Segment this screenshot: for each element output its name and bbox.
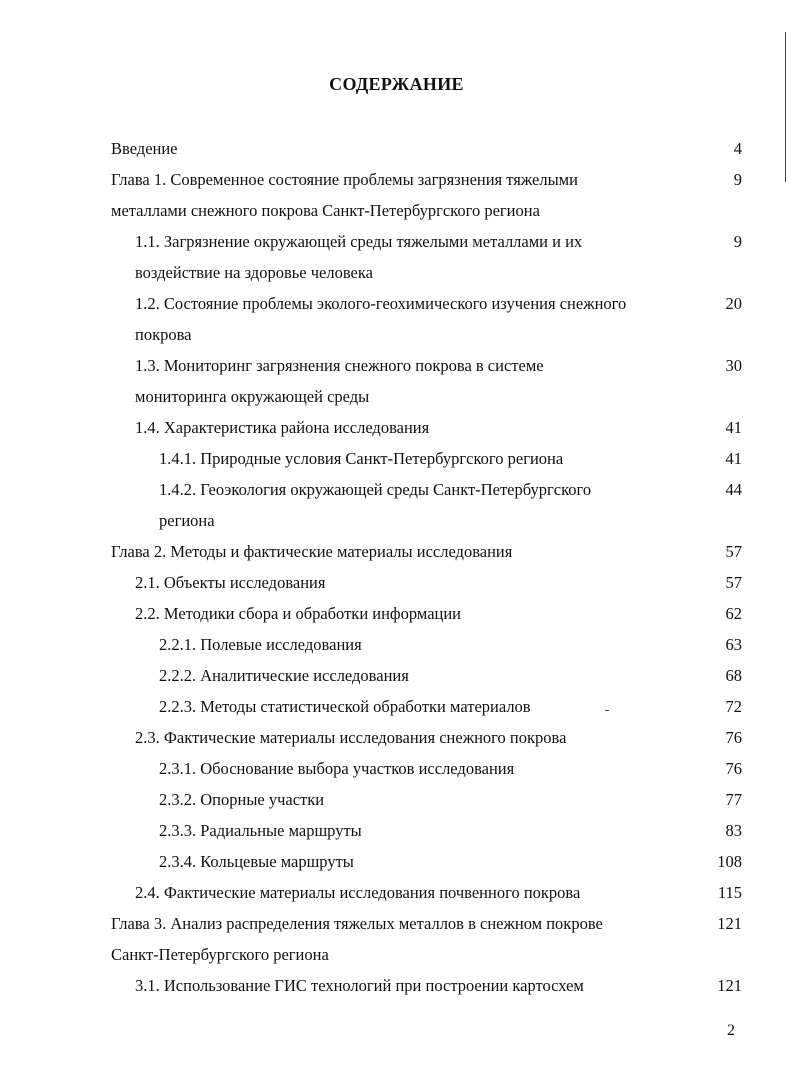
toc-entry-page: 68 xyxy=(725,666,742,685)
toc-entry xyxy=(0,164,793,195)
toc-entry-text: Глава 3. Анализ распределения тяжелых металлов в снежном покрове xyxy=(111,914,603,933)
toc-entry xyxy=(0,257,793,288)
toc-entry-page: 4 xyxy=(733,139,742,158)
toc-entry-page: 44 xyxy=(725,480,742,499)
toc-entry xyxy=(0,412,793,443)
toc-entry xyxy=(0,784,793,815)
toc-entry-page: 41 xyxy=(725,418,742,437)
toc-entry xyxy=(0,195,793,226)
toc-entry-page: 30 xyxy=(725,356,742,375)
toc-entry-text: 1.4. Характеристика района исследования xyxy=(135,418,430,437)
toc-entry-text: Глава 1. Современное состояние проблемы загрязнения тяжелыми xyxy=(111,170,578,189)
toc-entry xyxy=(0,815,793,846)
toc-entry-text: 1.3. Мониторинг загрязнения снежного покрова в системе xyxy=(135,356,544,375)
toc-entry-text: 1.4.2. Геоэкология окружающей среды Санкт-Петербургского xyxy=(159,480,592,499)
toc-entry-text: металлами снежного покрова Санкт-Петербургского региона xyxy=(111,201,540,220)
toc-entry-text: 1.1. Загрязнение окружающей среды тяжелыми металлами и их xyxy=(135,232,583,251)
toc-entry xyxy=(0,939,793,970)
toc-entry xyxy=(0,846,793,877)
toc-entry xyxy=(0,877,793,908)
toc-entry xyxy=(0,226,793,257)
toc-entry xyxy=(0,691,793,722)
toc-entry-page: 72 xyxy=(725,697,742,716)
toc-entry-page: 62 xyxy=(725,604,742,623)
scan-artifact-dash xyxy=(605,710,609,711)
toc-entry xyxy=(0,505,793,536)
table-of-contents xyxy=(0,133,793,1001)
toc-entry-page: 115 xyxy=(717,883,742,902)
toc-entry xyxy=(0,660,793,691)
toc-entry xyxy=(0,288,793,319)
toc-entry-text: 2.2. Методики сбора и обработки информации xyxy=(135,604,462,623)
toc-entry xyxy=(0,474,793,505)
toc-entry-page: 20 xyxy=(725,294,742,313)
toc-entry xyxy=(0,319,793,350)
toc-entry-text: Введение xyxy=(111,139,178,158)
toc-entry-text: 1.4.1. Природные условия Санкт-Петербургского региона xyxy=(159,449,564,468)
toc-entry-text: региона xyxy=(159,511,215,530)
toc-entry xyxy=(0,567,793,598)
toc-entry-text: покрова xyxy=(135,325,192,344)
toc-entry-text: 3.1. Использование ГИС технологий при построении картосхем xyxy=(135,976,584,995)
toc-entry-text: 2.3.2. Опорные участки xyxy=(159,790,325,809)
toc-entry-text: 2.3.3. Радиальные маршруты xyxy=(159,821,362,840)
toc-entry xyxy=(0,970,793,1001)
toc-entry xyxy=(0,381,793,412)
toc-entry xyxy=(0,536,793,567)
toc-entry-page: 83 xyxy=(725,821,742,840)
toc-entry-page: 9 xyxy=(733,170,742,189)
toc-entry-text: 2.2.2. Аналитические исследования xyxy=(159,666,409,685)
toc-entry xyxy=(0,753,793,784)
toc-entry-text: воздействие на здоровье человека xyxy=(135,263,373,282)
toc-entry-text: 2.2.3. Методы статистической обработки материалов xyxy=(159,697,531,716)
toc-entry xyxy=(0,443,793,474)
toc-entry-page: 76 xyxy=(725,759,742,778)
toc-entry-text: 1.2. Состояние проблемы эколого-геохимического изучения снежного xyxy=(135,294,627,313)
toc-entry-page: 108 xyxy=(717,852,742,871)
toc-entry-page: 121 xyxy=(717,914,742,933)
toc-entry-text: Санкт-Петербургского региона xyxy=(111,945,329,964)
toc-entry-text: 2.3.4. Кольцевые маршруты xyxy=(159,852,354,871)
toc-entry-text: мониторинга окружающей среды xyxy=(135,387,370,406)
toc-entry xyxy=(0,598,793,629)
toc-entry xyxy=(0,722,793,753)
toc-entry-text: 2.1. Объекты исследования xyxy=(135,573,326,592)
toc-entry-text: 2.3. Фактические материалы исследования снежного покрова xyxy=(135,728,567,747)
toc-entry-text: 2.3.1. Обоснование выбора участков исследования xyxy=(159,759,515,778)
toc-entry xyxy=(0,629,793,660)
toc-entry xyxy=(0,133,793,164)
toc-entry-page: 57 xyxy=(725,542,742,561)
page-title: СОДЕРЖАНИЕ xyxy=(329,74,464,94)
toc-entry-text: 2.2.1. Полевые исследования xyxy=(159,635,362,654)
toc-entry-page: 57 xyxy=(725,573,742,592)
toc-entry-page: 121 xyxy=(717,976,742,995)
toc-entry-page: 77 xyxy=(725,790,742,809)
toc-entry-text: Глава 2. Методы и фактические материалы исследования xyxy=(111,542,513,561)
toc-entry-page: 41 xyxy=(725,449,742,468)
toc-entry xyxy=(0,908,793,939)
toc-entry xyxy=(0,350,793,381)
toc-entry-page: 9 xyxy=(733,232,742,251)
toc-entry-text: 2.4. Фактические материалы исследования почвенного покрова xyxy=(135,883,581,902)
page-number: 2 xyxy=(727,1022,735,1039)
toc-entry-page: 63 xyxy=(725,635,742,654)
toc-entry-page: 76 xyxy=(725,728,742,747)
